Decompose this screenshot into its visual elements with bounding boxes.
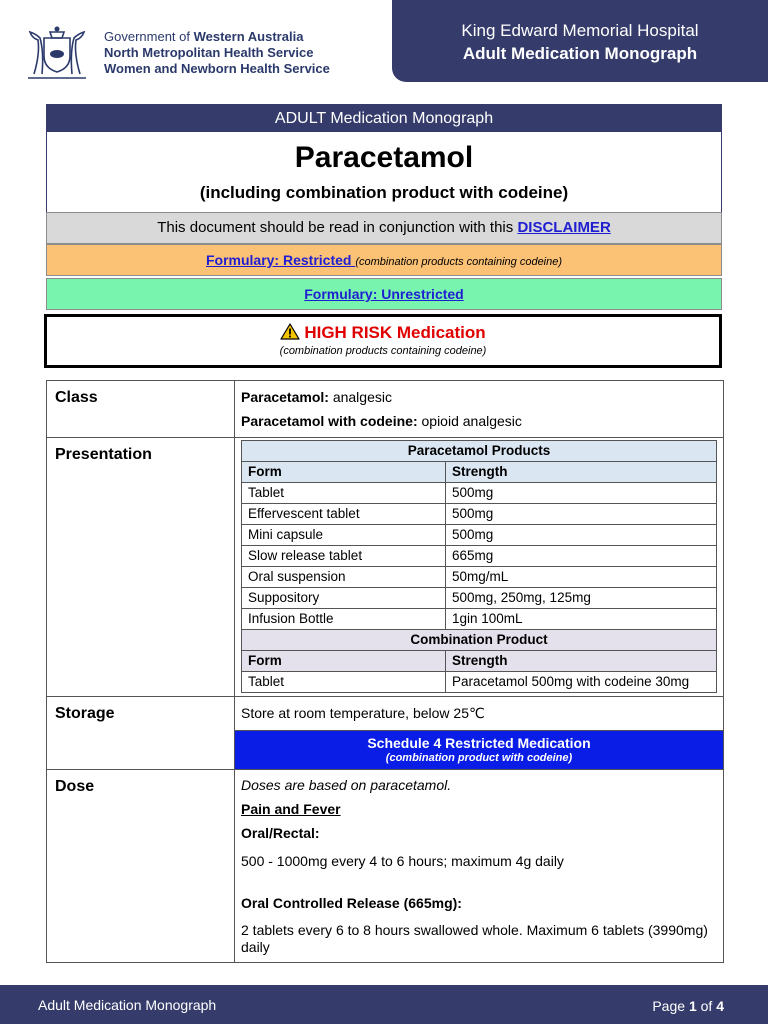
schedule-cell	[235, 731, 724, 770]
dose-ocr-text: 2 tablets every 6 to 8 hours swallowed whole. Maximum 6 tablets (3990mg) daily	[241, 922, 708, 955]
product-form: Oral suspension	[242, 567, 446, 588]
page-title: Paracetamol	[294, 141, 474, 174]
document-type: Adult Medication Monograph	[462, 44, 698, 63]
footer-title: Adult Medication Monograph	[38, 997, 217, 1013]
class-line1-bold: Paracetamol:	[241, 389, 329, 405]
presentation-value	[235, 438, 724, 697]
products-col-header-row	[242, 462, 717, 483]
high-risk-note: (combination products containing codeine)	[279, 345, 487, 357]
product-strength: 50mg/mL	[446, 567, 717, 588]
product-form: Effervescent tablet	[242, 504, 446, 525]
warning-icon	[280, 323, 300, 340]
gov-prefix: Government of	[104, 29, 194, 44]
monograph-table	[46, 380, 724, 963]
dose-row	[47, 770, 724, 963]
product-form: Mini capsule	[242, 525, 446, 546]
table-row	[242, 504, 717, 525]
class-line2-bold: Paracetamol with codeine:	[241, 413, 418, 429]
page-number: 1	[688, 998, 697, 1014]
dose-value	[235, 770, 724, 963]
class-line2-text: opioid analgesic	[417, 413, 522, 429]
product-form: Tablet	[242, 483, 446, 504]
combo-strength: Paracetamol 500mg with codeine 30mg	[446, 672, 717, 693]
disclaimer-link[interactable]: DISCLAIMER	[517, 219, 611, 236]
storage-row	[47, 697, 724, 731]
presentation-label: Presentation	[47, 438, 235, 697]
table-row	[242, 672, 717, 693]
table-row	[242, 567, 717, 588]
formulary-unrestricted-row	[46, 278, 722, 310]
product-form: Slow release tablet	[242, 546, 446, 567]
page-subtitle: (including combination product with codeine)	[199, 183, 569, 202]
col-strength-header: Strength	[446, 462, 717, 483]
formulary-restricted-link[interactable]: Formulary: Restricted	[205, 252, 356, 268]
high-risk-title: HIGH RISK Medication	[304, 323, 486, 342]
combo-header: Combination Product	[242, 630, 717, 651]
combo-col-header-row	[242, 651, 717, 672]
page-of: of	[696, 998, 717, 1014]
product-strength: 665mg	[446, 546, 717, 567]
table-row	[242, 609, 717, 630]
presentation-row	[47, 438, 724, 697]
product-strength: 500mg	[446, 504, 717, 525]
gov-state: Western Australia	[193, 29, 304, 44]
high-risk-box	[44, 314, 722, 368]
combo-col-strength-header: Strength	[446, 651, 717, 672]
dose-ocr-label: Oral Controlled Release (665mg):	[241, 895, 462, 911]
products-header-row	[242, 441, 717, 462]
table-row	[242, 483, 717, 504]
page-indicator	[652, 998, 724, 1014]
dose-label: Dose	[47, 770, 235, 963]
product-strength: 500mg	[446, 525, 717, 546]
dose-oral-rectal-text: 500 - 1000mg every 4 to 6 hours; maximum 4g daily	[241, 853, 564, 869]
gov-service: North Metropolitan Health Service	[104, 45, 314, 60]
class-label: Class	[47, 381, 235, 438]
disclaimer-row	[46, 212, 722, 244]
class-line1-text: analgesic	[328, 389, 392, 405]
title-box	[46, 132, 722, 212]
products-table	[241, 440, 717, 693]
class-row	[47, 381, 724, 438]
hospital-name: King Edward Memorial Hospital	[461, 21, 699, 40]
page-total: 4	[716, 998, 724, 1014]
products-header: Paracetamol Products	[242, 441, 717, 462]
footer	[0, 985, 768, 1024]
product-strength: 500mg	[446, 483, 717, 504]
formulary-restricted-row	[46, 244, 722, 276]
col-form-header: Form	[242, 462, 446, 483]
combo-form: Tablet	[242, 672, 446, 693]
coat-of-arms-icon	[20, 24, 94, 82]
table-row	[242, 546, 717, 567]
product-form: Infusion Bottle	[242, 609, 446, 630]
storage-text: Store at room temperature, below 25℃	[241, 705, 485, 721]
disclaimer-text: This document should be read in conjunction with this	[157, 219, 518, 236]
product-form: Suppository	[242, 588, 446, 609]
schedule-note: (combination product with codeine)	[385, 752, 573, 764]
formulary-unrestricted-link[interactable]: Formulary: Unrestricted	[304, 286, 464, 302]
table-row	[242, 588, 717, 609]
table-row	[242, 525, 717, 546]
monograph-banner: ADULT Medication Monograph	[46, 104, 722, 132]
storage-label: Storage	[47, 697, 235, 770]
class-value	[235, 381, 724, 438]
product-strength: 1gin 100mL	[446, 609, 717, 630]
product-strength: 500mg, 250mg, 125mg	[446, 588, 717, 609]
gov-text-block	[104, 29, 330, 77]
formulary-restricted-note: (combination products containing codeine)	[355, 256, 563, 268]
gov-logo	[20, 22, 360, 84]
combo-header-row	[242, 630, 717, 651]
dose-intro: Doses are based on paracetamol.	[241, 777, 452, 793]
dose-oral-rectal-label: Oral/Rectal:	[241, 825, 320, 841]
gov-subservice: Women and Newborn Health Service	[104, 61, 330, 76]
schedule-title: Schedule 4 Restricted Medication	[367, 735, 591, 751]
storage-value	[235, 697, 724, 731]
dose-heading: Pain and Fever	[241, 801, 341, 817]
combo-col-form-header: Form	[242, 651, 446, 672]
title-block	[46, 104, 722, 368]
page-prefix: Page	[652, 998, 689, 1014]
schedule-bar	[235, 731, 723, 769]
header-box	[392, 0, 768, 82]
